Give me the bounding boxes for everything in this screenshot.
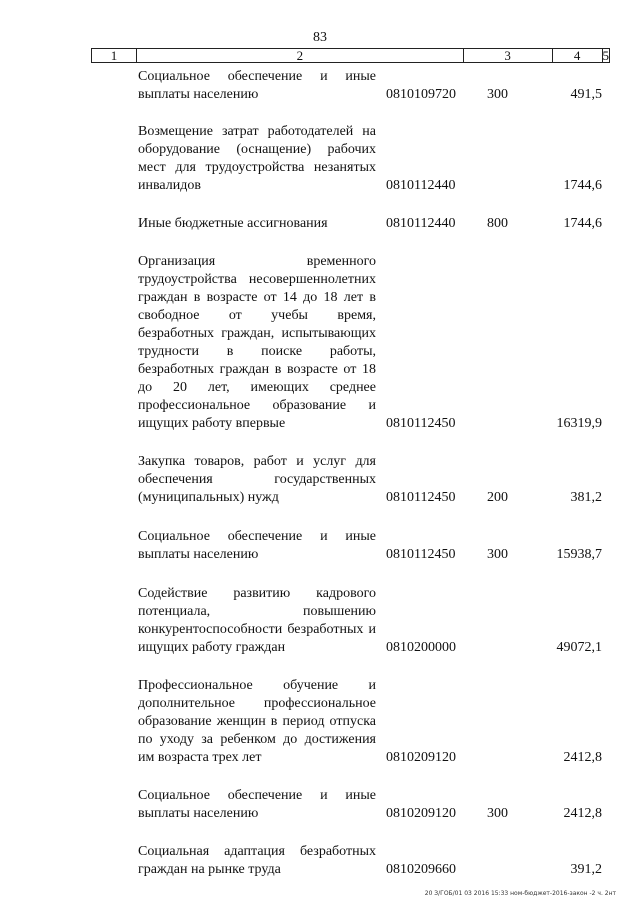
row-description: Организация временного трудоустройства несовершеннолетних граждан в возрасте от 14 до 18 лет в свободное от учебы время, безработных граждан, испытывающих трудности в поиске работы, безработных граждан в возрасте от 18 до 20 лет, имеющих среднее профессиональное образование и ищущих работу впервые bbox=[138, 254, 376, 431]
row-amount: 16319,9 bbox=[556, 416, 602, 431]
table-row bbox=[0, 843, 640, 879]
table-row bbox=[0, 68, 640, 104]
row-amount: 491,5 bbox=[570, 87, 602, 102]
row-code: 0810200000 bbox=[386, 640, 456, 655]
row-code: 0810112450 bbox=[386, 547, 456, 562]
row-amount: 1744,6 bbox=[563, 178, 602, 193]
table-body bbox=[0, 68, 640, 879]
row-description: Социальное обеспечение и иные выплаты населению bbox=[138, 69, 376, 102]
table-row bbox=[0, 528, 640, 564]
row-amount: 15938,7 bbox=[556, 547, 602, 562]
row-expense-type: 300 bbox=[487, 547, 508, 562]
row-description: Возмещение затрат работодателей на оборудование (оснащение) рабочих мест для трудоустройства незанятых инвалидов bbox=[138, 124, 376, 193]
header-col-5: 5 bbox=[602, 48, 609, 63]
row-code: 0810209120 bbox=[386, 750, 456, 765]
header-col-1: 1 bbox=[92, 49, 137, 62]
row-code: 0810112440 bbox=[386, 178, 456, 193]
row-description: Социальная адаптация безработных граждан на рынке труда bbox=[138, 844, 376, 877]
row-expense-type: 200 bbox=[487, 490, 508, 505]
row-amount: 1744,6 bbox=[563, 216, 602, 231]
header-col-4: 4 bbox=[553, 49, 603, 62]
row-amount: 49072,1 bbox=[556, 640, 602, 655]
row-amount: 2412,8 bbox=[563, 750, 602, 765]
row-description: Социальное обеспечение и иные выплаты населению bbox=[138, 529, 376, 562]
row-expense-type: 300 bbox=[487, 806, 508, 821]
row-description: Закупка товаров, работ и услуг для обеспечения государственных (муниципальных) нужд bbox=[138, 454, 376, 505]
table-header bbox=[91, 48, 610, 63]
row-code: 0810112450 bbox=[386, 490, 456, 505]
footer-print-stamp: 20 З/ГОБ/01 03 2016 15:33 ном-бюджет-2016-закон -2 ч. 2нт bbox=[424, 890, 616, 897]
row-amount: 2412,8 bbox=[563, 806, 602, 821]
row-code: 0810209120 bbox=[386, 806, 456, 821]
row-expense-type: 800 bbox=[487, 216, 508, 231]
row-expense-type: 300 bbox=[487, 87, 508, 102]
row-amount: 381,2 bbox=[570, 490, 602, 505]
table-row bbox=[0, 253, 640, 433]
row-description: Профессиональное обучение и дополнительное профессиональное образование женщин в период отпуска по уходу за ребенком до достижения им возраста трех лет bbox=[138, 678, 376, 765]
table-row bbox=[0, 215, 640, 233]
table-row bbox=[0, 787, 640, 823]
row-code: 0810109720 bbox=[386, 87, 456, 102]
row-description: Иные бюджетные ассигнования bbox=[138, 216, 328, 231]
header-col-2: 2 bbox=[137, 49, 464, 62]
header-col-3: 3 bbox=[464, 49, 553, 62]
row-description: Содействие развитию кадрового потенциала, повышению конкурентоспособности безработных и ищущих работу граждан bbox=[138, 586, 376, 655]
row-code: 0810112450 bbox=[386, 416, 456, 431]
table-row bbox=[0, 453, 640, 507]
table-row bbox=[0, 123, 640, 195]
row-description: Социальное обеспечение и иные выплаты населению bbox=[138, 788, 376, 821]
row-code: 0810209660 bbox=[386, 862, 456, 877]
row-code: 0810112440 bbox=[386, 216, 456, 231]
table-row bbox=[0, 677, 640, 767]
table-row bbox=[0, 585, 640, 657]
row-amount: 391,2 bbox=[570, 862, 602, 877]
page-number: 83 bbox=[313, 30, 327, 45]
